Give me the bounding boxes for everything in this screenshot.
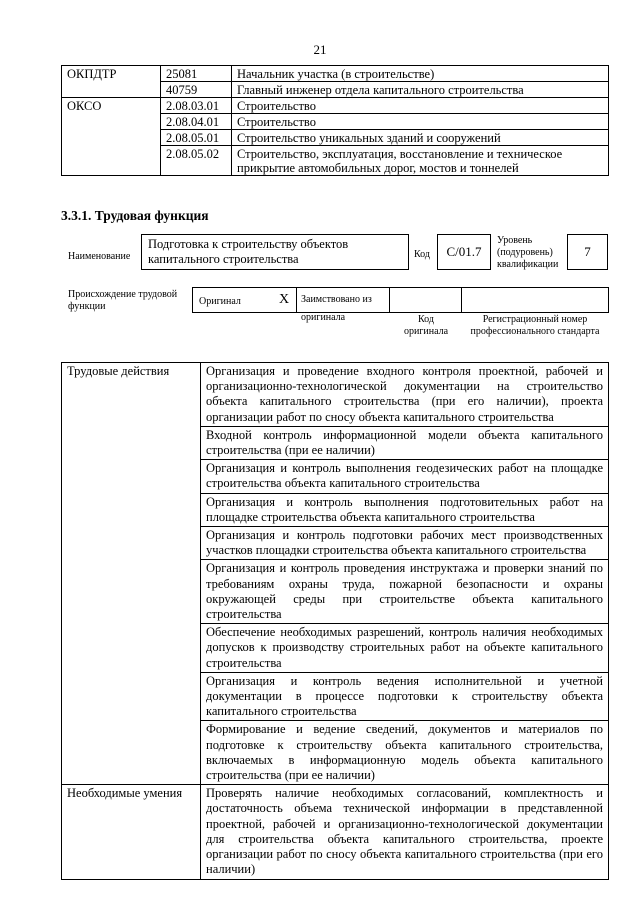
- codes-row: [62, 98, 609, 114]
- codes-name: Строительство уникальных зданий и сооружений: [232, 130, 609, 146]
- origin-label: Происхождение трудовой функции: [68, 289, 178, 312]
- registration-number-box: [461, 287, 609, 313]
- codes-row: [62, 66, 609, 82]
- labor-action-text: Организация и контроль выполнения подготовительных работ на площадке строительства объекта капитального строительства: [201, 493, 609, 526]
- level-value: 7: [584, 244, 591, 259]
- codes-code: 2.08.03.01: [161, 98, 232, 114]
- labor-action-text: Входной контроль информационной модели объекта капитального строительства (при ее наличии): [201, 426, 609, 459]
- code-label: Код: [414, 249, 430, 260]
- labor-action-text: Организация и контроль подготовки рабочих мест производственных участков площадки строительства объекта капитального строительства: [201, 527, 609, 560]
- page-number: 21: [313, 42, 327, 57]
- function-name-value: Подготовка к строительству объектов капитального строительства: [148, 237, 349, 266]
- function-name-box: [141, 234, 409, 270]
- codes-name: Строительство: [232, 98, 609, 114]
- function-code-value: С/01.7: [446, 244, 482, 259]
- codes-code: 2.08.05.02: [161, 146, 232, 176]
- codes-code: 2.08.05.01: [161, 130, 232, 146]
- codes-category: ОКПДТР: [62, 66, 161, 98]
- original-box: [192, 287, 297, 313]
- original-label: Оригинал: [199, 296, 241, 307]
- required-skill-text: Проверять наличие необходимых согласований, комплектность и достаточность объема технической информации в представленной проектной, рабочей и организационно-технологической документации для строительства объекта капитального строительства, проекте организации работ по сносу объекта капитального строительства (при его наличии): [201, 785, 609, 879]
- borrowed-label: Заимствовано из оригинала: [301, 294, 372, 323]
- original-code-box: [389, 287, 462, 313]
- labor-action-text: Организация и контроль ведения исполнительной и учетной документации в процессе подготовки к строительству объекта капитального строительства: [201, 672, 609, 721]
- labor-action: [62, 363, 609, 427]
- codes-code: 40759: [161, 82, 232, 98]
- required-skill-label: Необходимые умения: [62, 785, 201, 879]
- original-mark: X: [279, 292, 290, 307]
- codes-name: Строительство, эксплуатация, восстановление и техническое прикрытие автомобильных дорог, мостов и тоннелей: [232, 146, 609, 176]
- section-title: 3.3.1. Трудовая функция: [61, 208, 209, 223]
- function-details-table: [61, 362, 609, 880]
- labor-action-text: Формирование и ведение сведений, документов и материалов по подготовке к строительству объекта капитального строительства, включаемых в информационную модель объекта капитального строительства (при ее наличии): [201, 721, 609, 785]
- function-code-box: [437, 234, 491, 270]
- labor-action-text: Организация и проведение входного контроля проектной, рабочей и организационно-технологической документации на строительство объекта капитального строительства (при его наличии), проекта организации работ по сносу объекта капитального строительства: [201, 363, 609, 427]
- required-skill: [62, 785, 609, 879]
- codes-name: Строительство: [232, 114, 609, 130]
- labor-action-text: Организация и контроль проведения инструктажа и проверки знаний по требованиям охраны труда, пожарной безопасности и охраны окружающей среды при строительстве объекта капитального строительства: [201, 560, 609, 624]
- level-box: [567, 234, 608, 270]
- codes-name: Главный инженер отдела капитального строительства: [232, 82, 609, 98]
- labor-action-text: Обеспечение необходимых разрешений, контроль наличия необходимых допусков к производству строительных работ на объекте капитального строительства: [201, 624, 609, 673]
- codes-category: ОКСО: [62, 98, 161, 176]
- original-code-caption: Код оригинала: [403, 314, 449, 337]
- level-label: Уровень (подуровень) квалификации: [497, 235, 559, 270]
- name-label: Наименование: [68, 251, 131, 262]
- codes-code: 2.08.04.01: [161, 114, 232, 130]
- codes-name: Начальник участка (в строительстве): [232, 66, 609, 82]
- labor-action-label: Трудовые действия: [62, 363, 201, 785]
- labor-action-text: Организация и контроль выполнения геодезических работ на площадке строительства объекта капитального строительства: [201, 460, 609, 493]
- borrowed-box: [296, 287, 390, 323]
- classification-codes-table: [61, 65, 609, 176]
- registration-number-caption: Регистрационный номер профессионального стандарта: [470, 314, 600, 337]
- codes-code: 25081: [161, 66, 232, 82]
